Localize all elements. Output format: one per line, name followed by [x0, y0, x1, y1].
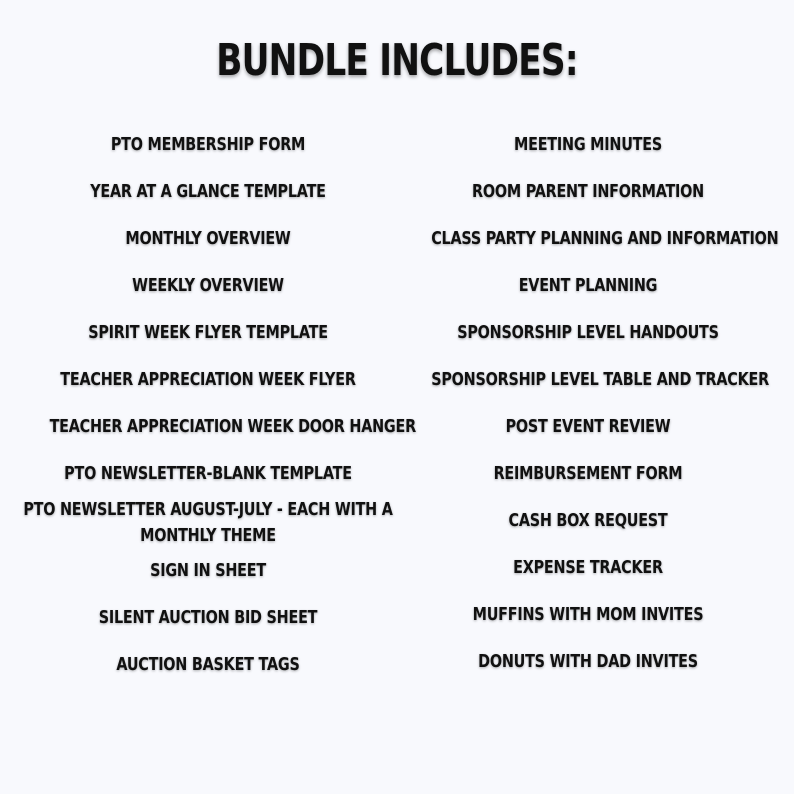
list-item: TEACHER APPRECIATION WEEK FLYER [60, 369, 356, 390]
list-item: MUFFINS WITH MOM INVITES [472, 604, 704, 625]
list-item: CLASS PARTY PLANNING AND INFORMATION [431, 228, 779, 249]
list-item: REIMBURSEMENT FORM [493, 463, 683, 484]
list-item: POST EVENT REVIEW [505, 416, 671, 437]
list-item: SPONSORSHIP LEVEL HANDOUTS [457, 322, 719, 343]
list-item: SPONSORSHIP LEVEL TABLE AND TRACKER [431, 369, 769, 390]
list-item: PTO NEWSLETTER AUGUST-JULY - EACH WITH A MONTHLY THEME [23, 499, 393, 546]
list-item: EVENT PLANNING [518, 275, 658, 296]
list-item: CASH BOX REQUEST [508, 510, 668, 531]
left-item-list [10, 0, 416, 794]
list-item: PTO NEWSLETTER-BLANK TEMPLATE [64, 463, 352, 484]
list-item: SIGN IN SHEET [150, 560, 266, 581]
list-item: MEETING MINUTES [514, 134, 662, 155]
right-item-list [392, 0, 784, 794]
list-item: AUCTION BASKET TAGS [116, 654, 300, 675]
list-item: TEACHER APPRECIATION WEEK DOOR HANGER [49, 416, 416, 437]
list-item: SILENT AUCTION BID SHEET [98, 607, 318, 628]
list-item: DONUTS WITH DAD INVITES [478, 651, 698, 672]
page-title: BUNDLE INCLUDES: [216, 35, 578, 86]
list-item: EXPENSE TRACKER [513, 557, 663, 578]
list-item: PTO MEMBERSHIP FORM [110, 134, 306, 155]
list-item: MONTHLY OVERVIEW [125, 228, 291, 249]
list-item: YEAR AT A GLANCE TEMPLATE [90, 181, 326, 202]
list-item: SPIRIT WEEK FLYER TEMPLATE [88, 322, 328, 343]
list-item: ROOM PARENT INFORMATION [472, 181, 704, 202]
list-item: WEEKLY OVERVIEW [132, 275, 284, 296]
